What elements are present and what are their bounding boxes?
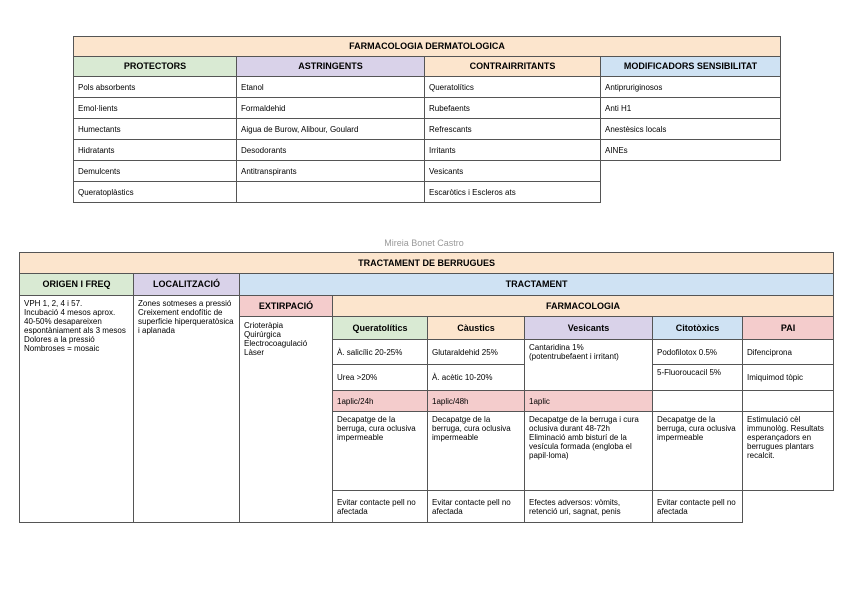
farmacologia-row	[74, 161, 781, 182]
farm-cell-r1: Difenciprona	[743, 340, 834, 365]
farmacologia-subheader: FARMACOLOGIA	[333, 296, 834, 317]
farm-col-header: PAI	[743, 317, 834, 340]
farm-cell-r2: À. acètic 10-20%	[428, 365, 525, 391]
farmacologia-cell: Vesicants	[425, 161, 601, 182]
farm-cell-desc: Decapatge de la berruga, cura oclusiva impermeable	[333, 412, 428, 491]
farmacologia-cell: Humectants	[74, 119, 237, 140]
farm-cell-desc: Estimulació cèl immunològ. Resultats esperançadors en berrugues plantars recalcit.	[743, 412, 834, 491]
farmacologia-cell: Hidratants	[74, 140, 237, 161]
farm-cell-note: Efectes adversos: vòmits, retenció uri, sagnat, penis	[525, 491, 653, 523]
origen-text: VPH 1, 2, 4 i 57. Incubació 4 mesos aprox. 40-50% desapareixen espontàniament als 3 mesos Dolores a la pressió Nombroses = mosaic	[20, 296, 134, 523]
farmacologia-cell: Formaldehid	[237, 98, 425, 119]
col-header-astringents: ASTRINGENTS	[237, 57, 425, 77]
col-header-modificadors: MODIFICADORS SENSIBILITAT	[601, 57, 781, 77]
farm-cell-desc: Decapatge de la berruga, cura oclusiva impermeable	[653, 412, 743, 491]
berrugues-table	[19, 252, 834, 523]
farmacologia-cell: Queratolítics	[425, 77, 601, 98]
farm-col-header: Vesicants	[525, 317, 653, 340]
farmacologia-row	[74, 119, 781, 140]
farmacologia-cell: Emol·lients	[74, 98, 237, 119]
farm-cell-freq: 1aplic/48h	[428, 391, 525, 412]
farm-col-header: Queratolítics	[333, 317, 428, 340]
extirpacio-text: Crioteràpia Quirúrgica Electrocoagulació Làser	[240, 317, 333, 523]
watermark: Mireia Bonet Castro	[384, 238, 464, 248]
farm-col-header: Citotòxics	[653, 317, 743, 340]
farm-cell-r2: Imiquimod tòpic	[743, 365, 834, 391]
farm-cell-freq	[653, 391, 743, 412]
farmacologia-cell: Rubefaents	[425, 98, 601, 119]
farm-cell-desc: Decapatge de la berruga, cura oclusiva impermeable	[428, 412, 525, 491]
farm-cell-r1: Podofilotox 0.5%	[653, 340, 743, 365]
farm-cell-r2: Urea >20%	[333, 365, 428, 391]
tractament-header: TRACTAMENT	[240, 274, 834, 296]
farmacologia-cell: Pols absorbents	[74, 77, 237, 98]
farmacologia-cell: Aigua de Burow, Alibour, Goulard	[237, 119, 425, 140]
farmacologia-cell	[237, 182, 425, 203]
farm-cell-freq: 1aplic	[525, 391, 653, 412]
farm-cell-freq: 1aplic/24h	[333, 391, 428, 412]
farm-cell-r2: 5-Fluoroucacil 5%	[653, 365, 743, 391]
col-header-contrairritants: CONTRAIRRITANTS	[425, 57, 601, 77]
farmacologia-rows	[74, 77, 781, 203]
farmacologia-cell: Escaròtics i Escleros ats	[425, 182, 601, 203]
farm-col-header: Càustics	[428, 317, 525, 340]
farmacologia-row	[74, 77, 781, 98]
farmacologia-cell: Anestèsics locals	[601, 119, 781, 140]
col-header-protectors: PROTECTORS	[74, 57, 237, 77]
farm-cell-freq	[743, 391, 834, 412]
berrugues-title: TRACTAMENT DE BERRUGUES	[20, 253, 834, 274]
farmacologia-cell: Refrescants	[425, 119, 601, 140]
localitzacio-header: LOCALITZACIÓ	[134, 274, 240, 296]
farmacologia-table	[73, 36, 781, 203]
origen-header: ORIGEN I FREQ	[20, 274, 134, 296]
localitzacio-text: Zones sotmeses a pressió Creixement endofític de superficie hiperqueratòsica i aplanada	[134, 296, 240, 523]
farmacologia-cell: Irritants	[425, 140, 601, 161]
farmacologia-cell: Antitranspirants	[237, 161, 425, 182]
farm-cell-note: Evitar contacte pell no afectada	[333, 491, 428, 523]
farmacologia-cell: Queratoplàstics	[74, 182, 237, 203]
farm-cell-r1: Cantaridina 1% (potentrubefaent i irritant)	[525, 340, 653, 391]
farm-cell-r1: À. salicílic 20-25%	[333, 340, 428, 365]
farm-cell-note: Evitar contacte pell no afectada	[653, 491, 743, 523]
farmacologia-cell: Antipruriginosos	[601, 77, 781, 98]
farmacologia-row	[74, 98, 781, 119]
farm-cell-note	[743, 491, 834, 523]
farmacologia-cell: Desodorants	[237, 140, 425, 161]
farmacologia-cell: AINEs	[601, 140, 781, 161]
empty-cell	[601, 161, 781, 203]
farmacologia-cell: Anti H1	[601, 98, 781, 119]
farmacologia-title: FARMACOLOGIA DERMATOLOGICA	[74, 37, 781, 57]
farm-cell-r1: Glutaraldehid 25%	[428, 340, 525, 365]
farmacologia-row	[74, 140, 781, 161]
farmacologia-cell: Etanol	[237, 77, 425, 98]
farm-cell-desc: Decapatge de la berruga i cura oclusiva durant 48-72h Eliminació amb bisturí de la vesícula formada (engloba el papil·loma)	[525, 412, 653, 491]
farmacologia-cell: Demulcents	[74, 161, 237, 182]
farm-cell-note: Evitar contacte pell no afectada	[428, 491, 525, 523]
extirpacio-header: EXTIRPACIÓ	[240, 296, 333, 317]
